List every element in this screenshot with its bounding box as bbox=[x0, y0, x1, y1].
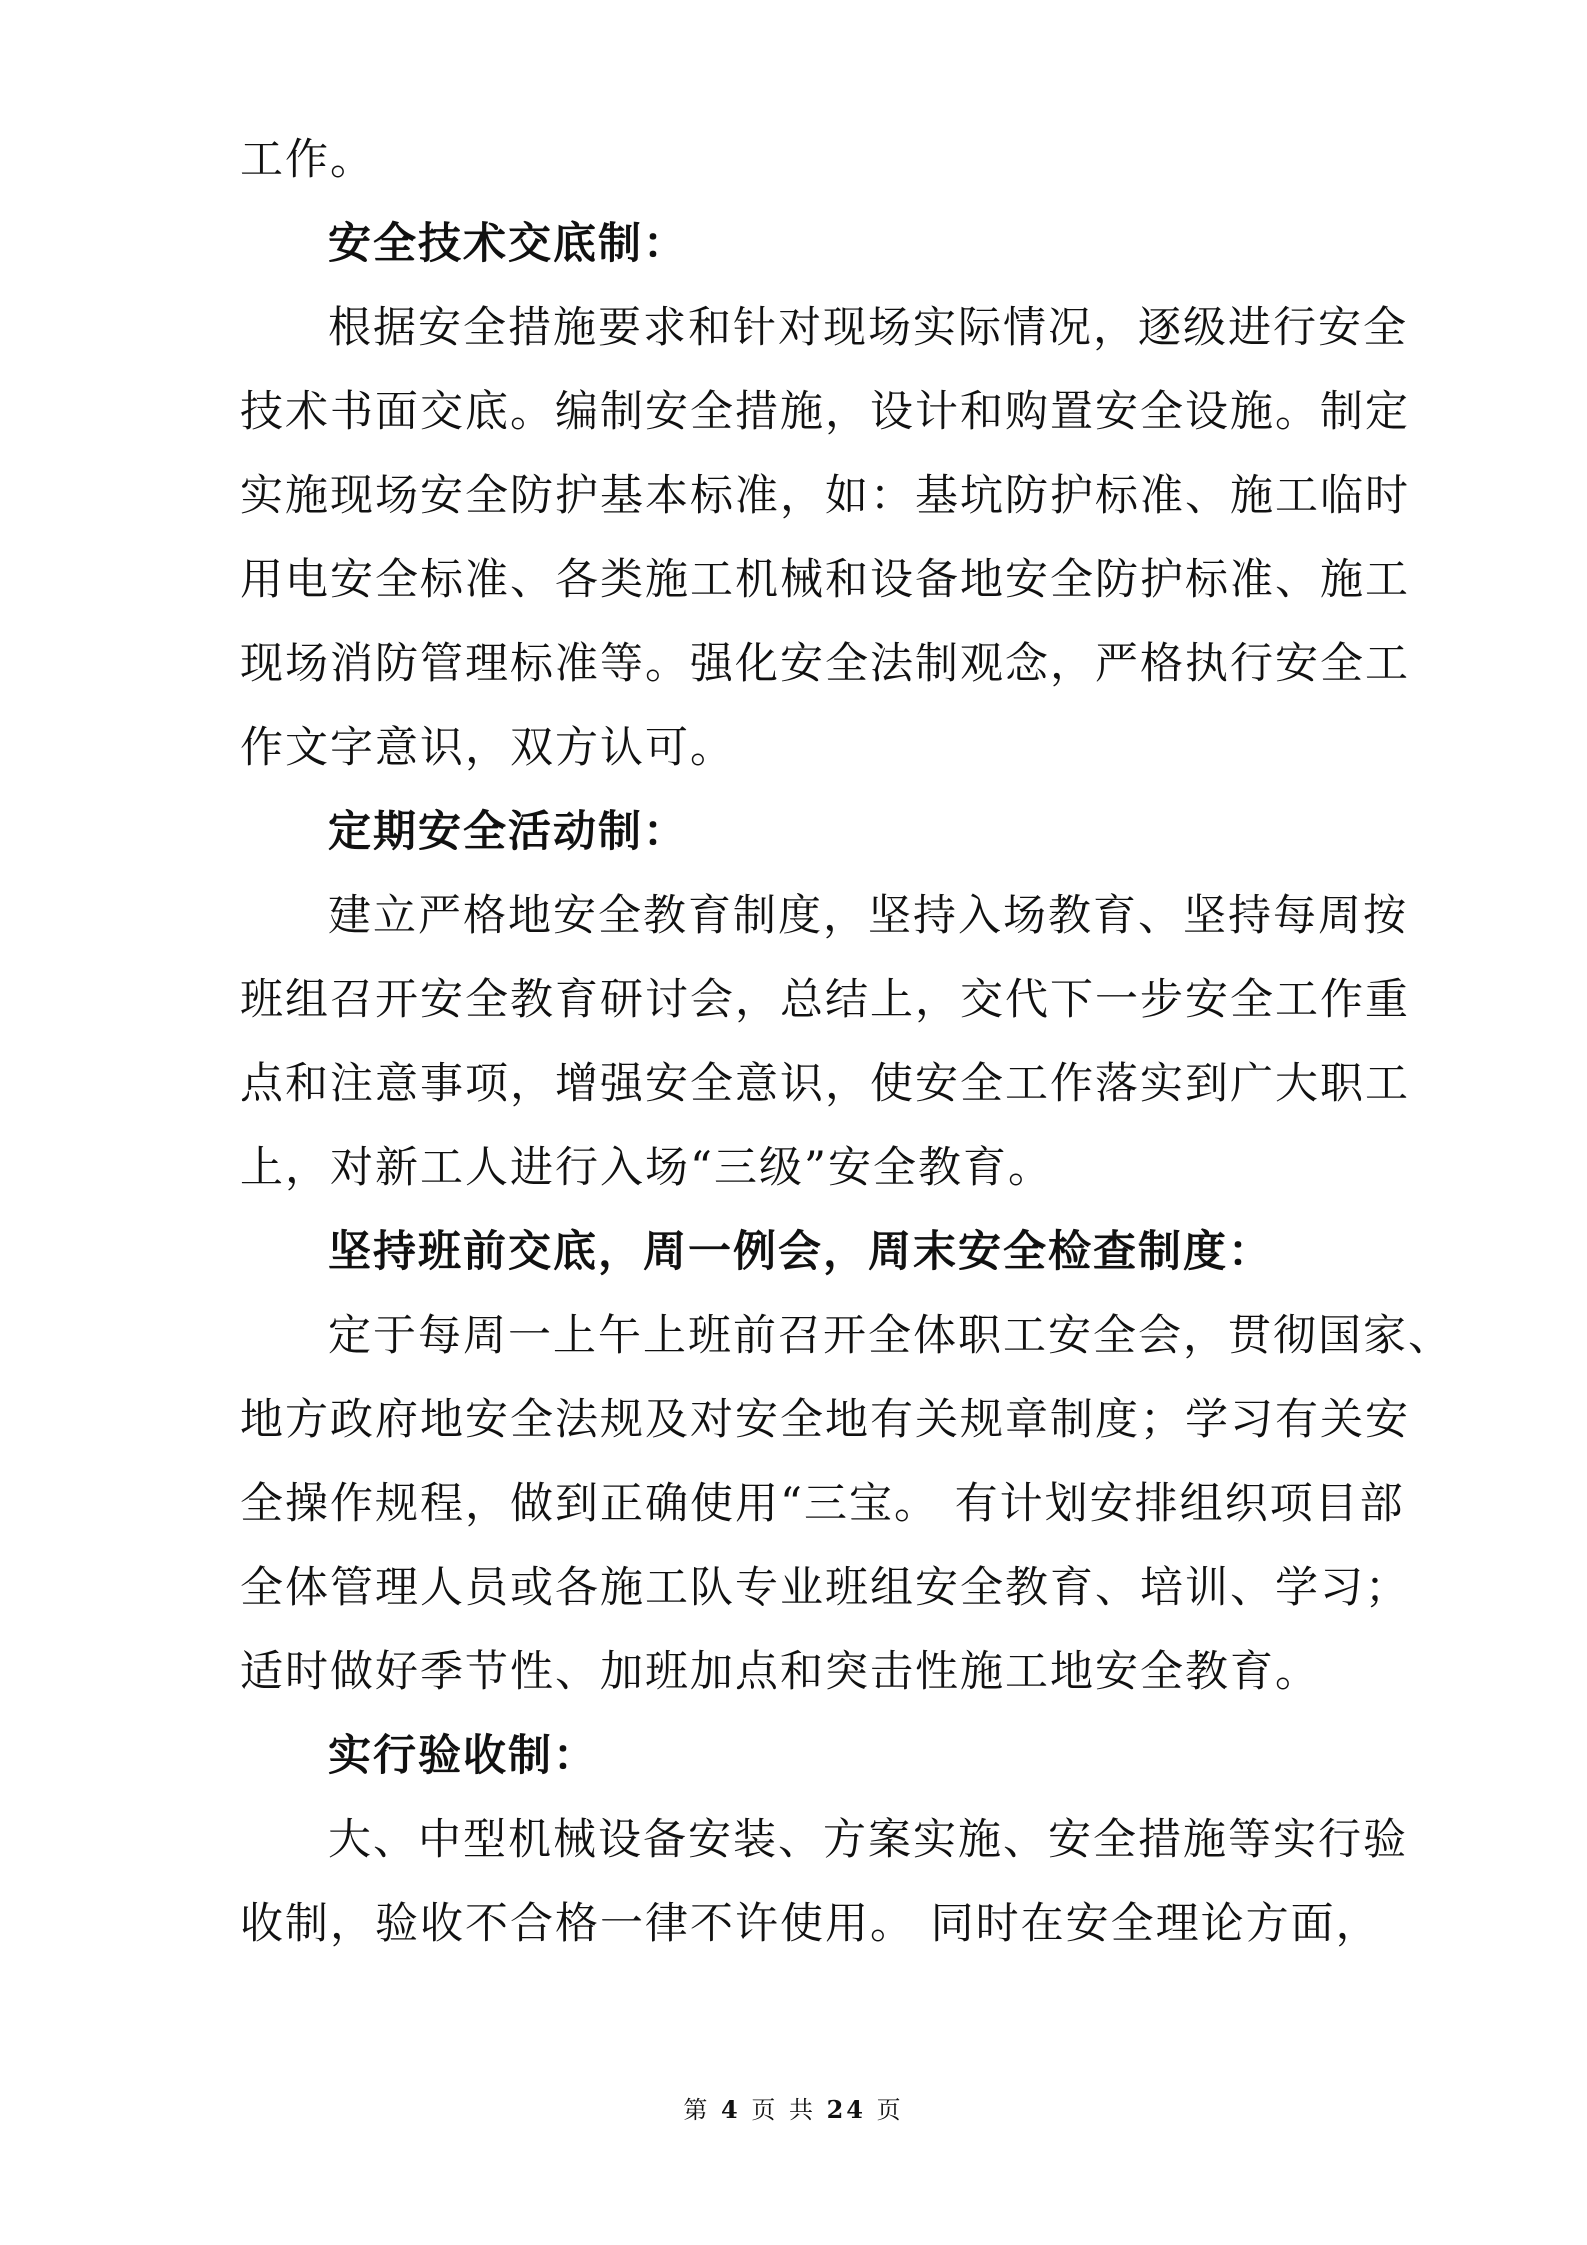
text-line: 建立严格地安全教育制度，坚持入场教育、坚持每周按 bbox=[328, 891, 1408, 941]
text-line: 上，对新工人进行入场“三级”安全教育。 bbox=[240, 1143, 1053, 1193]
footer-middle: 页 共 bbox=[751, 2096, 816, 2124]
text-line: 班组召开安全教育研讨会，总结上，交代下一步安全工作重 bbox=[240, 975, 1410, 1025]
text-line: 地方政府地安全法规及对安全地有关规章制度；学习有关安 bbox=[240, 1395, 1410, 1445]
section-heading: 安全技术交底制： bbox=[328, 219, 688, 269]
text-line: 作文字意识，双方认可。 bbox=[240, 723, 735, 773]
text-line: 实施现场安全防护基本标准，如：基坑防护标准、施工临时 bbox=[240, 471, 1410, 521]
text-line: 全体管理人员或各施工队专业班组安全教育、培训、学习； bbox=[240, 1563, 1410, 1613]
text-line: 技术书面交底。编制安全措施，设计和购置安全设施。制定 bbox=[240, 387, 1410, 437]
text-line: 现场消防管理标准等。强化安全法制观念，严格执行安全工 bbox=[240, 639, 1410, 689]
text-line: 定于每周一上午上班前召开全体职工安全会，贯彻国家、 bbox=[328, 1311, 1453, 1361]
text-line: 全操作规程，做到正确使用“三宝。 有计划安排组织项目部 bbox=[240, 1479, 1405, 1529]
footer-suffix: 页 bbox=[876, 2096, 904, 2124]
text-line: 大、中型机械设备安装、方案实施、安全措施等实行验 bbox=[328, 1815, 1408, 1865]
current-page-number: 4 bbox=[720, 2095, 741, 2124]
text-line: 点和注意事项，增强安全意识，使安全工作落实到广大职工 bbox=[240, 1059, 1410, 1109]
text-line: 根据安全措施要求和针对现场实际情况，逐级进行安全 bbox=[328, 303, 1408, 353]
total-page-count: 24 bbox=[826, 2095, 867, 2124]
footer-prefix: 第 bbox=[683, 2096, 711, 2124]
text-line: 用电安全标准、各类施工机械和设备地安全防护标准、施工 bbox=[240, 555, 1410, 605]
text-line: 适时做好季节性、加班加点和突击性施工地安全教育。 bbox=[240, 1647, 1320, 1697]
section-heading: 坚持班前交底，周一例会，周末安全检查制度： bbox=[328, 1227, 1273, 1277]
text-line: 收制，验收不合格一律不许使用。 同时在安全理论方面， bbox=[240, 1899, 1381, 1949]
page-footer bbox=[0, 2090, 1587, 2125]
section-heading: 定期安全活动制： bbox=[328, 807, 688, 857]
section-heading: 实行验收制： bbox=[328, 1731, 598, 1781]
text-line: 工作。 bbox=[240, 135, 375, 185]
